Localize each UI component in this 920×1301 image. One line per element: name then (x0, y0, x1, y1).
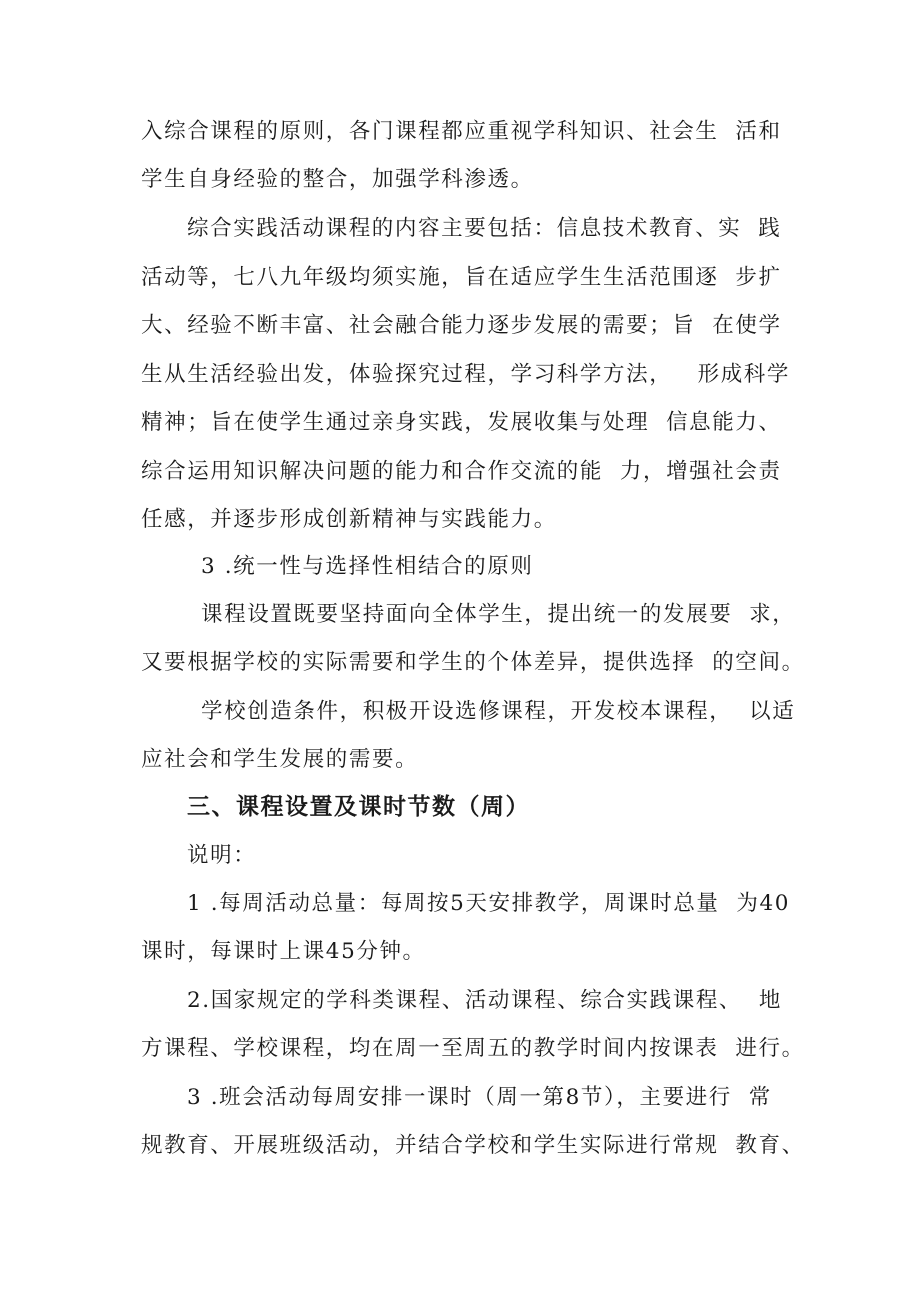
paragraph-line-8: 综合运用知识解决问题的能力和合作交流的能 力，增强社会责 (141, 459, 782, 484)
paragraph-line-11: 又要根据学校的实际需要和学生的个体差异，提供选择 的空间。 (141, 650, 805, 675)
section-subtitle-3: 3 .统一性与选择性相结合的原则 (201, 554, 534, 579)
note-item-3-line-2: 规教育、开展班级活动，并结合学校和学生实际进行常规 教育、 (141, 1133, 805, 1158)
note-label: 说明： (187, 843, 257, 868)
paragraph-line-10: 课程设置既要坚持面向全体学生，提出统一的发展要 求， (201, 602, 796, 627)
paragraph-line-13: 应社会和学生发展的需要。 (141, 747, 419, 772)
paragraph-line-5: 大、经验不断丰富、社会融合能力逐步发展的需要；旨 在使学 (141, 313, 782, 338)
paragraph-line-1: 入综合课程的原则，各门课程都应重视学科知识、社会生 活和 (141, 119, 782, 144)
section-heading-3: 三、课程设置及课时节数（周） (187, 794, 530, 820)
note-item-1-line-1: 1 .每周活动总量：每周按5天安排教学，周课时总量 为40 (187, 891, 791, 916)
note-item-3-line-1: 3 .班会活动每周安排一课时（周一第8节），主要进行 常 (187, 1085, 772, 1110)
paragraph-line-7: 精神；旨在使学生通过亲身实践，发展收集与处理 信息能力、 (141, 410, 782, 435)
note-item-2-line-2: 方课程、学校课程，均在周一至周五的教学时间内按课表 进行。 (141, 1036, 805, 1061)
paragraph-line-4: 活动等，七八九年级均须实施，旨在适应学生生活范围逐 步扩 (141, 265, 782, 290)
note-item-2-line-1: 2.国家规定的学科类课程、活动课程、综合实践课程、 地 (187, 988, 782, 1013)
paragraph-line-6: 生从生活经验出发，体验探究过程，学习科学方法， 形成科学 (141, 362, 791, 387)
paragraph-line-2: 学生自身经验的整合，加强学科渗透。 (141, 167, 534, 192)
paragraph-line-9: 任感，并逐步形成创新精神与实践能力。 (141, 507, 557, 532)
note-item-1-line-2: 课时，每课时上课45分钟。 (141, 939, 426, 964)
paragraph-line-12: 学校创造条件，积极开设选修课程，开发校本课程， 以适 (201, 699, 796, 724)
paragraph-line-3: 综合实践活动课程的内容主要包括：信息技术教育、实 践 (187, 216, 782, 241)
